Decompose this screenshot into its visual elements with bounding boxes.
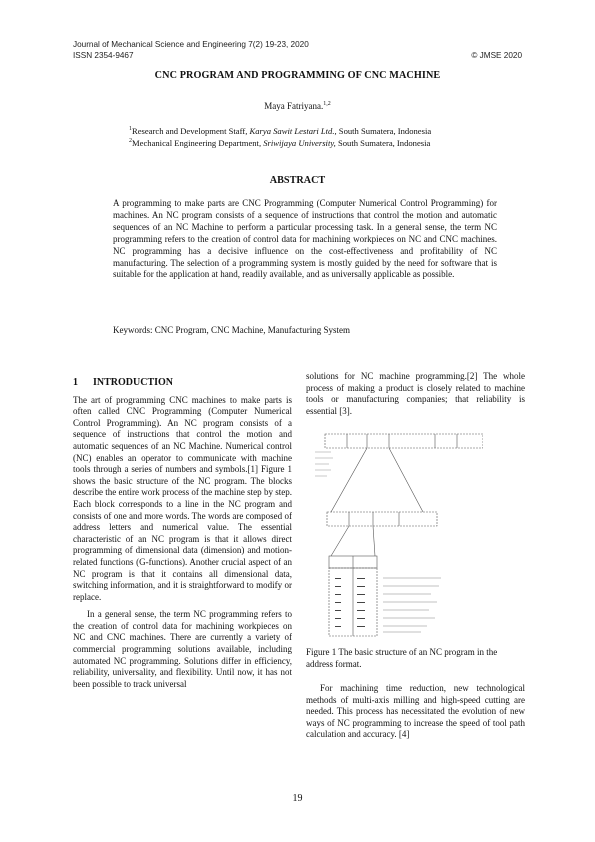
nc-program-structure-figure — [311, 428, 483, 640]
affiliation-1 — [129, 126, 431, 136]
intro-paragraph-2: In a general sense, the term NC programming refers to the creation of control data for machining workpieces on NC and CNC machines. There are currently a variety of commercial programming solutions available, including automated NC programming. Solutions differ in efficiency, reliability, universality, and flexibility. Until now, it has not been possible to track universal — [73, 609, 292, 689]
abstract-heading: ABSTRACT — [269, 175, 326, 186]
affil-mark: 2 — [129, 138, 132, 145]
author-affil-marks: 1,2 — [323, 101, 331, 107]
affil-org: Sriwijaya University, — [263, 138, 336, 148]
affil-mark: 1 — [129, 126, 132, 133]
left-column — [73, 377, 292, 690]
section-number: 1 — [73, 377, 78, 388]
affil-org: Karya Sawit Lestari Ltd. — [249, 126, 335, 136]
section-heading — [73, 377, 292, 389]
affiliation-2 — [129, 138, 430, 148]
affil-place: South Sumatera, Indonesia — [335, 138, 431, 148]
right-column-top — [306, 371, 525, 417]
copyright: © JMSE 2020 — [471, 51, 522, 60]
author-line — [0, 101, 595, 111]
affil-dept: Mechanical Engineering Department, — [132, 138, 264, 148]
intro-paragraph-3: solutions for NC machine programming.[2] The whole process of making a product is closely related to machine tools or manufacturing companies; that reliability is essential [3]. — [306, 371, 525, 416]
affil-place: , South Sumatera, Indonesia — [334, 126, 432, 136]
paper-title: CNC PROGRAM AND PROGRAMMING OF CNC MACHINE — [154, 70, 441, 81]
page-number: 19 — [292, 793, 303, 804]
intro-paragraph-4: For machining time reduction, new technological methods of multi-axis milling and high-speed cutting are needed. This process has necessitated the evolution of new ways of NC programming to increase the speed of tool path calculation and accuracy. [4] — [306, 683, 525, 740]
issn: ISSN 2354-9467 — [73, 51, 134, 60]
right-column-bottom — [306, 683, 525, 741]
figure-caption: Figure 1 The basic structure of an NC program in the address format. — [306, 647, 498, 669]
affil-dept: Research and Development Staff, — [132, 126, 250, 136]
abstract-body: A programming to make parts are CNC Programming (Computer Numerical Control Programming) for machines. An NC program consists of a sequence of instructions that control the motion and automatic sequences of an NC Machine to perform a particular processing task. In a general sense, the term NC programming refers to the creation of control data for machining workpieces on NC and CNC machines. NC programming has a decisive influence on the cost-effectiveness and profitability of NC manufacturing. The selection of a programming system is mostly guided by the need for software that is suitable for the application at hand, readily available, and as universally applicable as possible. — [113, 198, 497, 280]
author-name: Maya Fatriyana. — [264, 101, 324, 111]
section-title: INTRODUCTION — [93, 377, 174, 388]
journal-line: Journal of Mechanical Science and Engineering 7(2) 19-23, 2020 — [73, 40, 309, 49]
keywords: Keywords: CNC Program, CNC Machine, Manufacturing System — [113, 325, 350, 335]
intro-paragraph-1: The art of programming CNC machines to make parts is often called CNC Programming (Computer Numerical Control Programming). An NC program consists of a sequence of instructions that control the motion and automatic sequences of an NC Machine. Numerical control (NC) enables an operator to communicate with machine tools through a series of numbers and symbols.[1] Figure 1 shows the basic structure of the NC program. The blocks describe the entire work process of the machine step by step. Each block corresponds to a line in the NC program and consists of one and more words. The words are composed of address letters and numerical value. The essential characteristic of an NC program is that it allows direct programming of dimensional data (dimension) and motion-related functions (G-functions). Another crucial aspect of an NC program is that it contains all dimensional data, switching information, and it is straightforward to modify or replace. — [73, 394, 292, 602]
